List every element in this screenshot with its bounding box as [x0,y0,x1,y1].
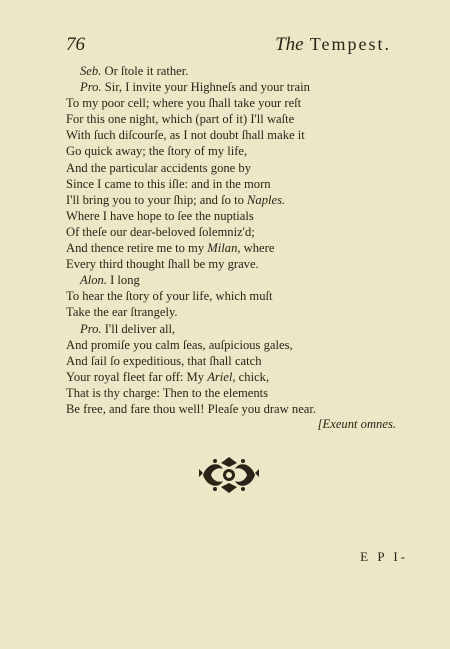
page-number: 76 [66,34,85,55]
verse-line [66,321,396,337]
play-text [66,63,396,417]
italic-name: Naples. [247,192,286,207]
page-header [66,34,391,58]
verse-line [66,272,396,288]
running-title-word: Tempest. [309,34,391,54]
line-text: Or ſtole it rather. [101,64,189,78]
italic-name: Milan, [207,241,241,256]
line-text: Be free, and fare thou well! Pleaſe you draw near. [66,401,317,416]
line-text: Of theſe our dear-beloved ſolemniz'd; [66,224,255,239]
line-text-after: chick, [235,369,270,384]
speaker-name: Pro. [80,80,102,95]
running-title [275,34,391,56]
line-text: Since I came to this iſle: and in the morn [66,176,271,191]
line-text: Sir, I invite your Highneſs and your train [101,80,310,95]
line-text: And promiſe you calm ſeas, auſpicious gales, [66,337,293,352]
verse-line [66,385,396,401]
verse-line [66,240,396,256]
verse-line [66,353,396,369]
line-text: Every third thought ſhall be my grave. [66,257,259,272]
verse-line [66,208,396,224]
verse-line [66,127,396,143]
line-text: Your royal fleet far off: My [66,369,208,384]
line-text: For this one night, which (part of it) I'll waſte [66,112,295,127]
line-text-after: where [240,241,275,256]
line-text: And ſail ſo expeditious, that ſhall catch [66,353,262,368]
verse-line [66,111,396,127]
verse-line [66,288,396,304]
line-text: I'll bring you to your ſhip; and ſo to [66,192,248,207]
verse-line [66,304,396,320]
verse-line [66,143,396,159]
line-text: To hear the ſtory of your life, which muſt [66,289,273,304]
floral-ornament-icon [197,455,261,495]
speaker-name: Pro. [80,321,102,336]
verse-line [66,337,396,353]
speaker-name: Seb. [80,64,102,78]
verse-line [66,95,396,111]
verse-line [66,224,396,240]
speaker-name: Alon. [80,273,107,288]
verse-line [66,192,396,208]
line-text: Go quick away; the ſtory of my life, [66,144,248,159]
stage-direction: [Exeunt omnes. [317,417,396,431]
line-text: I long [106,273,140,288]
line-text: I'll deliver all, [101,321,176,336]
line-text: With ſuch diſcourſe, as I not doubt ſhall make it [66,128,305,143]
verse-line [66,176,396,192]
verse-line [66,79,396,95]
line-text: To my poor cell; where you ſhall take your reſt [66,96,302,111]
verse-line [66,401,396,417]
line-text: Where I have hope to ſee the nuptials [66,208,254,223]
line-text: That is thy charge: Then to the elements [66,385,269,400]
running-title-article: The [275,34,304,55]
italic-name: Ariel, [207,369,236,384]
verse-line [66,63,396,79]
line-text: And thence retire me to my [66,241,208,256]
verse-line [66,369,396,385]
verse-line [66,160,396,176]
line-text: Take the ear ſtrangely. [66,305,178,320]
line-text: And the particular accidents gone by [66,160,251,175]
verse-line [66,256,396,272]
catchword: E P I- [360,549,408,564]
